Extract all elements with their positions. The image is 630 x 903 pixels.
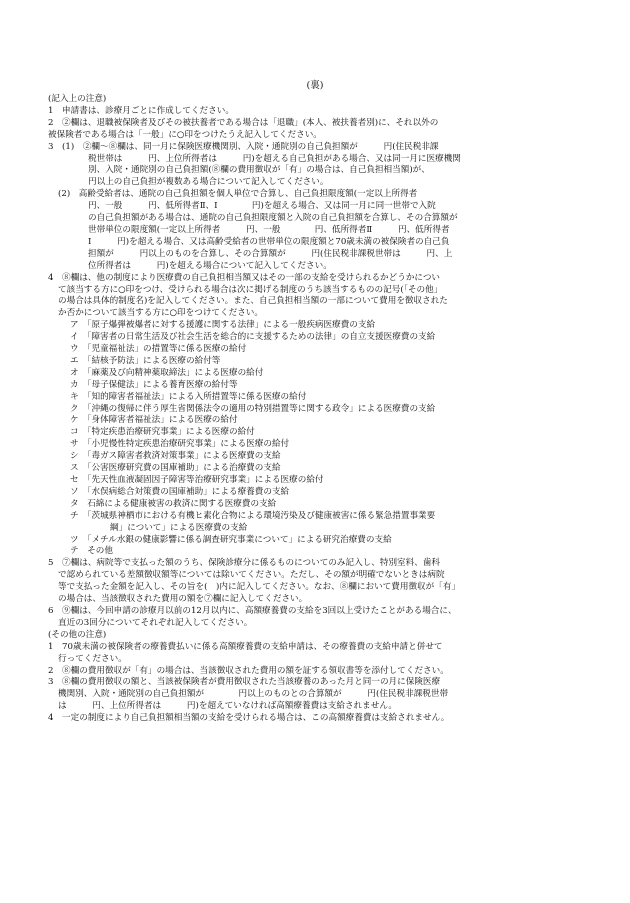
program-list-item: イ 「障害者の日常生活及び社会生活を総合的に支援するための法律」の自立支援医療費の支給 <box>70 332 436 343</box>
note-line: 3 ⑧欄の費用徴収の額と、当該被保険者が費用徴収された当該療養のあった月と同一の月に保険医療 <box>48 677 441 688</box>
program-list-item: タ 石綿による健康被害の救済に関する医療費の支給 <box>70 498 277 509</box>
note-line: 4 ⑧欄は、他の制度により医療費の自己負担相当額又はその一部の支給を受けられるかどうかについ <box>48 272 441 283</box>
note-line: (2) 高齢受給者は、通院の自己負担額を個人単位で合算し、自己負担限度額(一定以上所得者 <box>58 189 418 200</box>
note-line: 機関別、入院・通院別の自己負担額が 円以上のものとの合算額が 円(住民税非課税世帯 <box>58 689 449 700</box>
note-line: で認められている差額徴収額等については除いてください。ただし、その額が明確でないときは病院 <box>58 570 445 581</box>
note-line: Ⅰ 円)を超える場合、又は高齢受給者の世帯単位の限度額と70歳未満の被保険者の自己負 <box>88 236 450 247</box>
program-list-item-continued: 綱」について」による医療費の支給 <box>110 522 248 533</box>
program-list-item: エ 「結核予防法」による医療の給付等 <box>70 355 221 366</box>
note-line: 円、一般 円、低所得者Ⅱ、Ⅰ 円)を超える場合、又は同一月に同一世帯で入院 <box>88 201 436 212</box>
note-line: か否かについて該当する方に○印をつけてください。 <box>58 308 263 319</box>
note-line: 5 ⑦欄は、病院等で支払った額のうち、保険診療分に係るものについてのみ記入し、特別室料、歯科 <box>48 558 441 569</box>
note-line: 税世帯は 円、上位所得者は 円)を超える自己負担がある場合、又は同一月に医療機関 <box>88 153 461 164</box>
program-list-item: キ 「知的障害者福祉法」による入所措置等に係る医療の給付 <box>70 391 307 402</box>
note-line: の自己負担額がある場合は、通院の自己負担限度額と入院の自己負担額を合算し、その合算額が <box>88 213 458 224</box>
program-list-item: ウ 「児童福祉法」の措置等に係る医療の給付 <box>70 344 247 355</box>
program-list-item: サ 「小児慢性特定疾患治療研究事業」による医療の給付 <box>70 439 290 450</box>
note-line: の場合は具体的制度名)を記入してください。また、自己負担相当額の一部について費用を徴収された <box>58 296 448 307</box>
note-line: は 円、上位所得者は 円)を超えていなければ高額療養費は支給されません。 <box>58 701 398 712</box>
program-list-item: ク 「沖縄の復帰に伴う厚生省関係法令の適用の特別措置等に関する政令」による医療費の支給 <box>70 403 436 414</box>
note-line: て該当する方に○印をつけ、受けられる場合は次に掲げる制度のうち該当するものの記号(「その他」 <box>58 284 443 295</box>
program-list-item: シ 「毒ガス障害者救済対策事業」による医療費の支給 <box>70 451 281 462</box>
program-list-item: ア 「原子爆弾被爆者に対する援護に関する法律」による一般疾病医療費の支給 <box>70 320 376 331</box>
program-list-item: カ 「母子保健法」による養育医療の給付等 <box>70 379 238 390</box>
note-line: 直近の3回分についてそれぞれ記入してください。 <box>58 617 253 628</box>
note-line: の場合は、当該徴収された費用の額を⑦欄に記入してください。 <box>58 594 308 605</box>
note-line: 担額が 円以上のものを合算し、その合算額が 円(住民税非課税世帯は 円、上 <box>88 248 453 259</box>
program-list-item: ス 「公害医療研究費の国庫補助」による治療費の支給 <box>70 463 281 474</box>
note-line: 行ってください。 <box>58 653 127 664</box>
note-line: 被保険者である場合は「一般」に○印をつけたうえ記入してください。 <box>48 129 322 140</box>
note-line: 等で支払った金額を記入し、その旨を( )内に記入してください。なお、⑧欄において費用徴収が「有」 <box>58 582 461 593</box>
program-list-item: ソ 「水俣病総合対策費の国庫補助」による療養費の支給 <box>70 486 290 497</box>
program-list-item: ケ 「身体障害者福祉法」による医療の給付 <box>70 415 238 426</box>
note-line: 別、入院・通院別の自己負担額(⑧欄の費用徴収が「有」の場合は、自己負担相当額)が、 <box>88 165 430 176</box>
program-list-item: チ 「茨城県神栖市における有機ヒ素化合物による環境汚染及び健康被害に係る緊急措置事業要 <box>70 510 436 521</box>
section-heading-entry-notes: (記入上の注意) <box>48 94 107 104</box>
program-list-item: コ 「特定疾患治療研究事業」による医療の給付 <box>70 427 255 438</box>
section-heading-other-notes: (その他の注意) <box>48 629 107 640</box>
note-line: 世帯単位の限度額(一定以上所得者 円、一般 円、低所得者Ⅱ 円、低所得者 <box>88 224 450 235</box>
note-line: 6 ⑨欄は、今回申請の診療月以前の12月以内に、高額療養費の支給を3回以上受けたことがある場合に、 <box>48 605 457 616</box>
program-list-item: テ その他 <box>70 546 113 557</box>
note-line: 4 一定の制度により自己負担額相当額の支給を受けられる場合は、この高額療養費は支給されません。 <box>48 713 450 724</box>
note-line: 位所得者は 円)を超える場合について記入してください。 <box>88 260 332 271</box>
note-line: 2 ⑧欄の費用徴収が「有」の場合は、当該徴収された費用の額を証する領収書等を添付してください。 <box>48 665 449 676</box>
note-line: 3 (1) ②欄～⑧欄は、同一月に保険医療機関別、入院・通院別の自己負担額が 円(住民税非課 <box>48 141 439 152</box>
page-heading: (裏) <box>306 80 324 91</box>
note-line: 1 申請書は、診療月ごとに作成してください。 <box>48 105 234 116</box>
program-list-item: ツ 「メチル水銀の健康影響に係る調査研究事業について」による研究治療費の支給 <box>70 534 392 545</box>
note-line: 円以上の自己負担が複数ある場合について記入してください。 <box>88 177 329 188</box>
program-list-item: セ 「先天性血液凝固因子障害等治療研究事業」による医療の給付 <box>70 475 324 485</box>
note-line: 2 ②欄は、退職被保険者及びその被扶養者である場合は「退職」(本人、被扶養者別)に、それ以外の <box>48 117 439 128</box>
program-list-item: オ 「麻薬及び向精神薬取締法」による医療の給付 <box>70 367 264 378</box>
notes-body <box>48 94 588 725</box>
note-line: 1 70歳未満の被保険者の療養費払いに係る高額療養費の支給申請は、その療養費の支給申請と併せて <box>48 641 443 652</box>
